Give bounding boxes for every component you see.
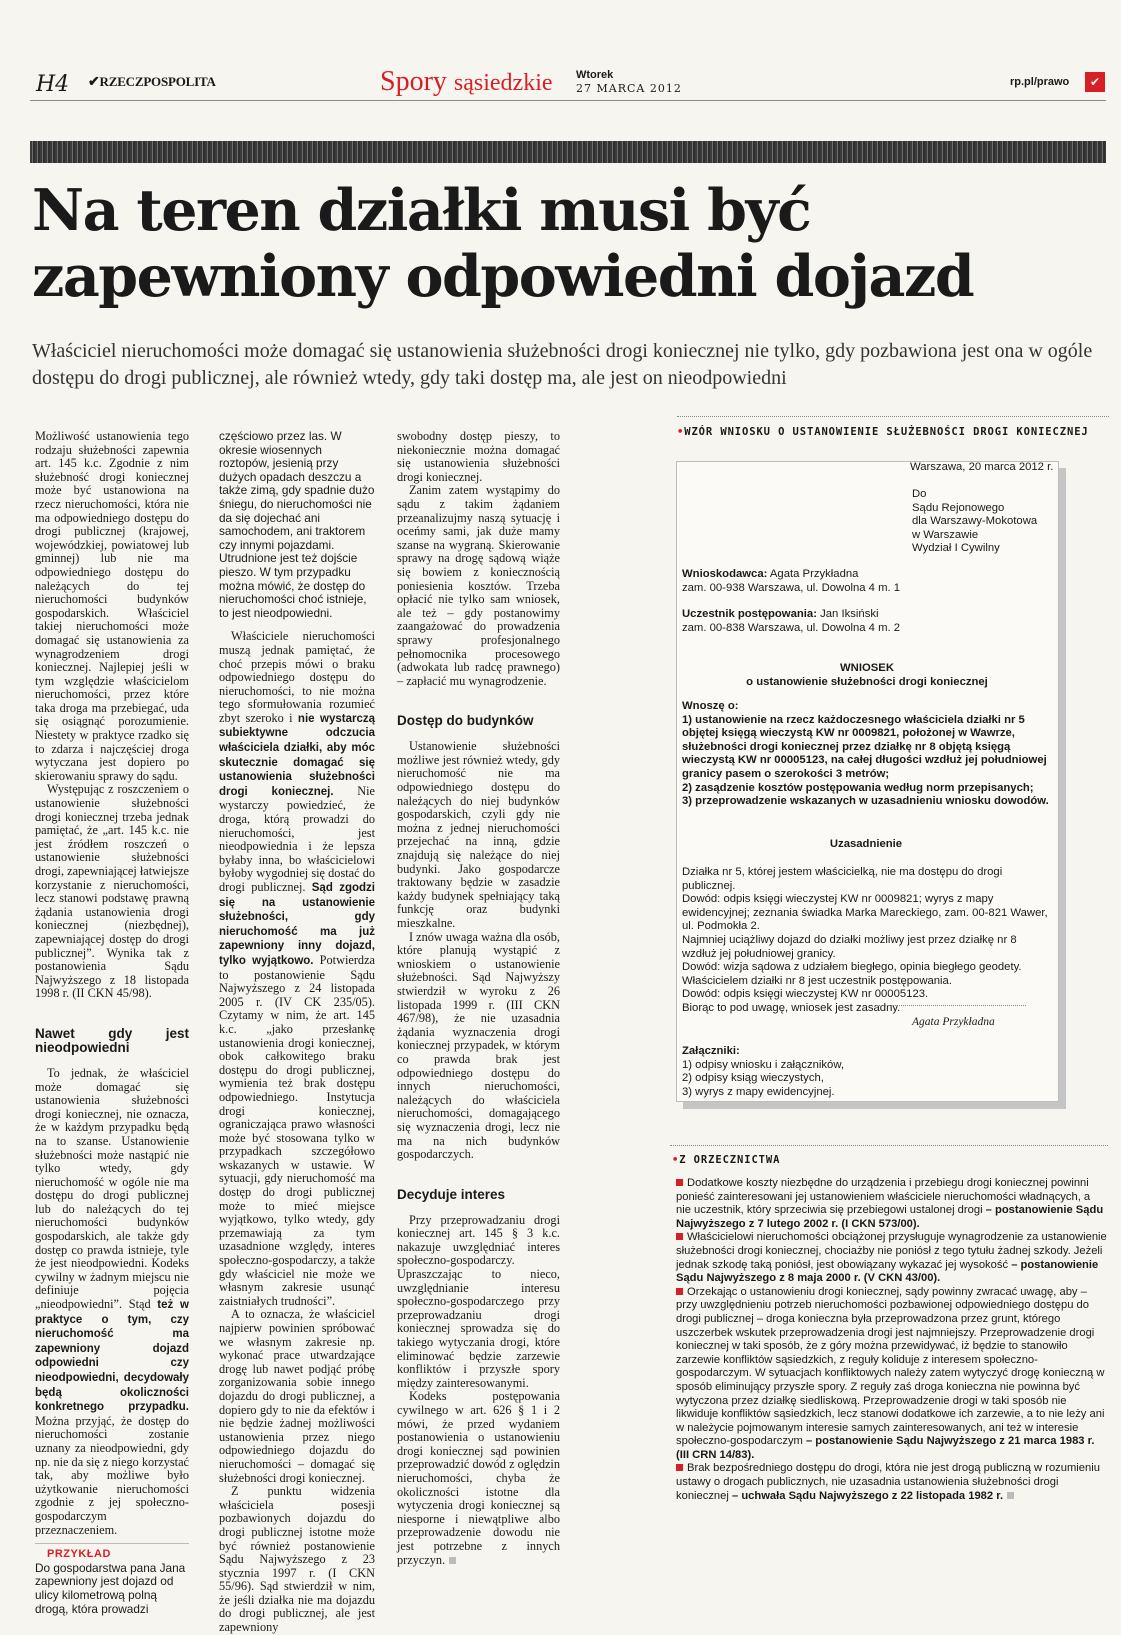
request-item: 1) ustanowienie na rzecz każdoczesnego właściciela działki nr 5 objętej księgą wieczystą KW nr 0009821, położonej w Wawrze, służebności drogi koniecznej przez działkę nr 8 objętą księgą wieczystą KW nr 00005123, na całej długości wzdłuż jej południowej granicy pasem o szerokości 3 metrów; [682, 713, 1047, 780]
justification-line: Najmniej uciążliwy dojazd do działki możliwy jest przez działkę nr 8 wzdłuż jej południowej granicy. [682, 933, 1017, 960]
justification-line: Dowód: wizja sądowa z udziałem biegłego, opinia biegłego geodety. [682, 961, 1022, 974]
bullet-square-icon [676, 1233, 683, 1240]
arrow-icon: • [672, 1154, 680, 1166]
template-doc-heading [682, 662, 1052, 689]
article-column-3 [397, 430, 560, 1567]
template-divider [677, 416, 1109, 417]
participant-name: Jan Iksiński [820, 608, 879, 621]
end-mark-icon [449, 1557, 456, 1564]
justification-title: Uzasadnienie [829, 838, 903, 850]
participant-address: zam. 00-838 Warszawa, ul. Dowolna 4 m. 2 [682, 621, 901, 634]
example-divider [35, 1543, 189, 1544]
template-place-date: Warszawa, 20 marca 2012 r. [910, 461, 1054, 473]
case-law-ruling: – postanowienie Sądu Najwyższego z 7 lutego 2002 r. (I CKN 573/00). [676, 1204, 1104, 1230]
header-divider [30, 100, 1106, 101]
subheading: Decyduje interes [397, 1186, 506, 1202]
paragraph: swobodny dostęp pieszy, to niekoniecznie można domagać się ustanowienia służebności drogi koniecznej. [397, 429, 560, 484]
template-request [682, 700, 1050, 809]
paragraph: Ustanowienie służebności możliwe jest również wtedy, gdy nieruchomość nie ma odpowiedniego dostępu do należących do niej budynków gospodarskich, czyli gdy nie można z jednej nieruchomości przejechać na inną, gdzie znajdują się należące do niej budynki. Jako gospodarcze traktowany będzie w zasadzie każdy budynek spełniający taką funkcję oraz budynki mieszkalne. [397, 739, 560, 930]
applicant-label: Wnioskodawca: [682, 568, 768, 580]
paragraph-bold: też w praktyce o tym, czy nieruchomość ma zapewniony dojazd odpowiedni czy nieodpowiedni, decydowały będą okoliczności konkretnego przypadku. [35, 1299, 189, 1414]
paragraph: I znów uwaga ważna dla osób, które planują wystąpić z wnioskiem o ustanowienie służebności. Sąd Najwyższy stwierdził w wyroku z 26 listopada 1999 r. (III CKN 467/98), że nie uzasadnia żądania wyznaczenia drogi koniecznej przypadek, w którym co prawda brak jest odpowiedniego dostępu do innych nieruchomości, należących do właściciela nieruchomości, domagającego się wyznaczenia drogi, lecz nie ma na nich budynków gospodarczych. [397, 929, 560, 1162]
newspaper-logo [88, 74, 216, 91]
case-law-title-text: Z ORZECZNICTWA [679, 1154, 781, 1166]
paragraph: Z punktu widzenia właściciela posesji pozbawionych dojazdu do drogi publicznej istotne może być również postanowienie Sądu Najwyższego z 23 stycznia 1997 r. (I CKN 55/96). Sąd stwierdził w nim, że jeśli działka nie ma dojazdu do drogi publicznej, ale jest zapewniony [219, 1484, 375, 1635]
issue-day: Wtorek [576, 69, 614, 81]
example-text-continued: częściowo przez las. W okresie wiosennych roztopów, jesienią przy dużych opadach deszczu a także zimą, gdy spadnie dużo śniegu, do nieruchomości nie da się dojechać ani samochodem, ani traktorem czy innymi pojazdami. Utrudnione jest też dojście pieszo. W tym przypadku można mówić, że dostęp do nieruchomości choć istnieje, to jest nieodpowiedni. [219, 429, 375, 620]
case-law-item [676, 1231, 1108, 1285]
paragraph-text: Właściciele nieruchomości muszą jednak pamiętać, że choć przepis mówi o braku odpowiedniego dostępu do nieruchomości, to nie można tego sformułowania rozumieć zbyt szeroko i [219, 629, 375, 725]
participant-label: Uczestnik postępowania: [682, 608, 817, 621]
attachments-label: Załączniki: [682, 1045, 740, 1057]
template-justification [682, 866, 1052, 1016]
paragraph: Występując z roszczeniem o ustanowienie służebności drogi koniecznej trzeba jednak pamiętać, że „art. 145 k.c. nie jest źródłem roszczeń o ustanowienie służebności drogi, zapewniającej łatwiejsze korzystanie z nieruchomości, lecz stanowi podstawę prawną żądania ustanowienia drogi koniecznej (niezbędnej), zapewniającej dostęp do drogi publicznej”. Wynika tak z postanowienia Sądu Najwyższego z 18 listopada 1998 r. (II CKN 45/98). [35, 782, 189, 1001]
bird-logo-icon: ✔ [88, 75, 100, 90]
paragraph [219, 630, 375, 1308]
attachment-item: 1) odpisy wniosku i załączników, [682, 1058, 844, 1071]
paragraph: Zanim zatem wystąpimy do sądu z takim żądaniem przeanalizujmy naszą sytuację i oceńmy sami, jak duże mamy szanse na wygraną. Skierowanie sprawy na drogę sądową wiąże się bowiem z koniecznością poniesienia kosztów. Trzeba opłacić nie tylko sam wniosek, ale też – gdy postanowimy zaangażować do prowadzenia sprawy profesjonalnego pełnomocnika procesowego (adwokata lub radcę prawnego) – zapłacić mu wynagrodzenie. [397, 483, 560, 688]
arrow-icon: • [677, 426, 685, 438]
site-link: rp.pl/prawo [1010, 76, 1070, 88]
paragraph-bold: Sąd zgodzi się na ustanowienie służebności, gdy nieruchomość ma już zapewniony inny dojazd, tylko wyjątkowo. [219, 882, 375, 967]
lead-paragraph: Właściciel nieruchomości może domagać się ustanowienia służebności drogi koniecznej nie tylko, gdy pozbawiona jest ona w ogóle dostępu do drogi publicznej, ale również wtedy, gdy taki dostęp ma, ale jest on nieodpowiedni [32, 340, 1093, 389]
case-law-item [676, 1286, 1108, 1463]
case-law-item [676, 1177, 1108, 1231]
request-item: 3) przeprowadzenie wskazanych w uzasadnieniu wniosku dowodów. [682, 795, 1049, 808]
subheading: Nawet gdy jest nieodpowiedni [35, 1025, 189, 1055]
header-band [30, 141, 1106, 163]
addressee-line: dla Warszawy-Mokotowa [912, 515, 1038, 528]
paragraph [35, 1067, 189, 1537]
case-law-item [676, 1462, 1108, 1503]
template-title-text: WZÓR WNIOSKU O USTANOWIENIE SŁUŻEBNOŚCI DROGI KONIECZNEJ [684, 426, 1089, 438]
case-law-text: Dodatkowe koszty niezbędne do urządzenia i przebiegu drogi koniecznej powinni ponieść zainteresowani jej ustanowieniem właściciele nieruchomości władnących, a nie uczestnik, który sprzeciwia się przebiegowi ustalonej drogi [676, 1177, 1091, 1217]
case-law-ruling: – uchwała Sądu Najwyższego z 22 listopada 1982 r. [731, 1489, 1004, 1502]
doc-subtitle: o ustanowienie służebności drogi koniecznej [746, 675, 988, 688]
justification-line: Działka nr 5, której jestem właścicielką, nie ma dostępu do drogi publicznej. [682, 866, 1003, 892]
applicant-name: Agata Przykładna [769, 568, 859, 580]
subheading: Dostęp do budynków [397, 713, 534, 729]
case-law-divider [670, 1145, 1108, 1146]
case-law-ruling: – postanowienie Sądu Najwyższego z 8 maja 2000 r. (V CKN 43/00). [676, 1258, 1099, 1285]
paragraph-bold: nie wystarczą subiektywne odczucia właściciela działki, aby móc skutecznie domagać się ustanowienia służebności drogi koniecznej. [219, 712, 375, 798]
template-title [677, 425, 1107, 439]
paragraph-text: Nie wystarczy powiedzieć, że droga, którą prowadzi do nieruchomości, jest nieodpowiednia i że lepsza byłaby inna, bo właścicielowi byłoby wygodniej się dostać do drogi publicznej. [219, 783, 375, 894]
case-law-text: Właścicielowi nieruchomości obciążonej przysługuje wynagrodzenie za ustanowienie służebności drogi koniecznej, chociażby nie poniósł z tego tytułu żadnej szkody. Jeżeli jednak szkodę taką poniósł, jest obowiązany wykazać jej wysokość [676, 1231, 1107, 1271]
applicant-address: zam. 00-938 Warszawa, ul. Dowolna 4 m. 1 [682, 581, 901, 594]
addressee-line: w Warszawie [912, 528, 979, 541]
paragraph: Przy przeprowadzaniu drogi koniecznej art. 145 § 3 k.c. nakazuje uwzględniać interes społeczno-gospodarczy. Upraszczając to nieco, uwzględnianie interesu społeczno-gospodarczego przy przeprowadzaniu drogi koniecznej sprowadza się do takiego wytyczania drogi, które eliminować będzie zarzewie konfliktów i przyszłe spory między zainteresowanymi. [397, 1212, 560, 1390]
paragraph: A to oznacza, że właściciel najpierw powinien spróbować we własnym zakresie np. wykonać prace utwardzające drogę lub nawet podjąć próbę zorganizowania sobie innego dojazdu do drogi publicznej, a dopiero gdy to nie da efektów i nie będzie żadnej możliwości ustanowienia przez niego odpowiedniego dojazdu do nieruchomości – domagać się służebności drogi koniecznej. [219, 1307, 375, 1485]
template-parties [682, 568, 1052, 635]
paragraph: Możliwość ustanowienia tego rodzaju służebności zapewnia art. 145 k.c. Zgodnie z nim służebność drogi koniecznej może być ustanowiona na rzecz nieruchomości, która nie ma odpowiedniego dostępu do drogi publicznej (krajowej, wojewódzkiej, powiatowej lub gminnej) lub nie ma odpowiedniego dostępu do należących do tej nieruchomości budynków gospodarskich. Właściciel takiej nieruchomości może domagać się ustanowienia za wynagrodzeniem drogi koniecznej. Najlepiej jeśli w tym względzie właścicielom nieruchomości, przez które taka droga ma przebiegać, uda się osiągnąć porozumienie. Niestety w praktyce rzadko się to zdarza i najczęściej droga wytyczana jest dopiero po skierowaniu sprawy do sądu. [35, 429, 189, 783]
justification-line: Właścicielem działki nr 8 jest uczestnik postępowania. [682, 974, 952, 987]
end-mark-icon [1007, 1492, 1014, 1499]
addressee-line: Sądu Rejonowego [912, 501, 1005, 514]
template-attachments [682, 1045, 1042, 1099]
justification-line: Dowód: odpis księgi wieczystej KW nr 0009821; wyrys z mapy ewidencyjnej; zeznania świadka Marka Mareckiego, zam. 00-821 Wawer, ul. Podmokła 2. [682, 893, 1048, 933]
addressee-line: Do [912, 488, 927, 500]
addressee-line: Wydział I Cywilny [912, 542, 1000, 555]
paragraph-text: Można przyjąć, że dostęp do nieruchomości zostanie uznany za nieodpowiedni, gdy np. nie da się z niego korzystać tak, aby możliwe było użytkowanie nieruchomości zgodnie z jej społeczno-gospodarczym przeznaczeniem. [35, 1413, 189, 1537]
article-column-1 [35, 430, 189, 1616]
justification-line: Dowód: odpis księgi wieczystej KW nr 00005123. [682, 988, 929, 1001]
paragraph-text: To jednak, że właściciel może domagać się ustanowienia służebności drogi koniecznej, nie oznacza, że w każdym przypadku będą na to szanse. Ustanowienie służebności może nastąpić nie tylko wtedy, gdy nieruchomość w ogóle nie ma dostępu do drogi publicznej lub do należących do tej nieruchomości budynków gospodarskich, ale także gdy dostęp co prawda istnieje, tyle że jest nieodpowiedni. Kodeks cywilny w żadnym miejscu nie definiuje pojęcia „nieodpowiedni”. Stąd [35, 1065, 189, 1312]
case-law-text: Brak bezpośredniego dostępu do drogi, która nie jest drogą publiczną w rozumieniu ustawy o drogach publicznych, nie uzasadnia ustanowienia służebności drogi koniecznej [676, 1462, 1100, 1502]
template-addressee [912, 488, 1097, 556]
paragraph-text: Kodeks postępowania cywilnego w art. 626 § 1 i 2 mówi, że przed wydaniem postanowienia o ustanowieniu drogi koniecznej sąd powinien przeprowadzić dowód z oględzin nieruchomości, chyba że okoliczności istotne dla wytyczenia drogi koniecznej są niesporne i niewątpliwe albo przeprowadzenie dowodu nie jest potrzebne z innych przyczyn. [397, 1389, 560, 1567]
case-law-list [676, 1177, 1108, 1503]
article-column-2 [219, 430, 375, 1635]
example-label: PRZYKŁAD [47, 1548, 111, 1561]
justification-line: Biorąc to pod uwagę, wniosek jest zasadny. [682, 1001, 901, 1014]
request-label: Wnoszę o: [682, 700, 739, 712]
bullet-square-icon [676, 1288, 683, 1295]
attachment-item: 3) wyrys z mapy ewidencyjnej. [682, 1085, 835, 1098]
issue-date: 27 MARCA 2012 [576, 82, 682, 95]
paragraph-text: Potwierdza to postanowienie Sądu Najwyższego z 24 listopada 2005 r. (IV CK 235/05). Czytamy w nim, że art. 145 k.c. „jako przesłankę ustanowienia drogi koniecznej, obok całkowitego braku dostępu do drogi publicznej, wymienia też brak dostępu odpowiedniego. Instytucja drogi koniecznej, ograniczająca prawo własności może być stosowana tylko w przypadkach szczegółowo wskazanych w ustawie. W sytuacji, gdy nieruchomość ma dostęp do drogi publicznej może to mieć miejsce wyjątkowo, tylko wtedy, gdy przemawiają za tym uzasadnione względy, interes społeczno-gospodarczy, a także gdy właściciel nie może we własnym zakresie usunąć zaistniałych trudności”. [219, 952, 375, 1308]
section-name [380, 66, 553, 98]
case-law-title [672, 1154, 780, 1166]
request-item: 2) zasądzenie kosztów postępowania według norm przepisanych; [682, 781, 1034, 794]
example-text: Do gospodarstwa pana Jana zapewniony jest dojazd od ulicy kilometrową polną drogą, która prowadzi [35, 1560, 186, 1616]
logo-text: RZECZPOSPOLITA [99, 74, 216, 89]
bullet-square-icon [676, 1179, 683, 1186]
signature: Agata Przykładna [912, 1016, 995, 1028]
case-law-text: Orzekając o ustanowieniu drogi koniecznej, sądy powinny zwracać uwagę, aby – przy uwzględnieniu potrzeb nieruchomości pozbawionej odpowiedniego dostępu do drogi publicznej – droga konieczna była przeprowadzona przez grunt, którego uszczerbek wskutek przeprowadzenia drogi jest najmniejszy. Przeprowadzenie drogi koniecznej w taki sposób, że z góry można przewidywać, iż będzie to stanowiło zarzewie konfliktów sąsiedzkich, z reguły koliduje z interesem społeczno-gospodarczym. W sytuacjach konfliktowych należy zatem wytyczyć drogę konieczną w sposób eliminujący przyszłe spory. Z reguły zaś droga konieczna nie powinna być wytyczona przez działkę siedliskową. Przeprowadzenie drogi w taki sposób nie likwiduje konfliktów sąsiedzkich, lecz stanowi dodatkowe ich zarzewie, a to nie leży ani w należycie pojmowanym interesie samych zainteresowanych, ani też w interesie społeczno-gospodarczym [676, 1285, 1105, 1448]
bird-badge-icon: ✔ [1085, 72, 1105, 92]
section-name-strong: Spory [380, 66, 447, 97]
page-number: H4 [36, 72, 70, 97]
doc-title: WNIOSEK [840, 662, 894, 674]
paragraph [397, 1390, 560, 1567]
headline: Na teren działki musi być zapewniony odpowiedni dojazd [32, 177, 974, 310]
section-name-light: sąsiedzkie [453, 70, 553, 96]
attachment-item: 2) odpisy ksiąg wieczystych, [682, 1072, 824, 1085]
bullet-square-icon [676, 1464, 683, 1471]
case-law-ruling: – postanowienie Sądu Najwyższego z 21 marca 1983 r. (III CRN 14/83). [676, 1435, 1095, 1461]
